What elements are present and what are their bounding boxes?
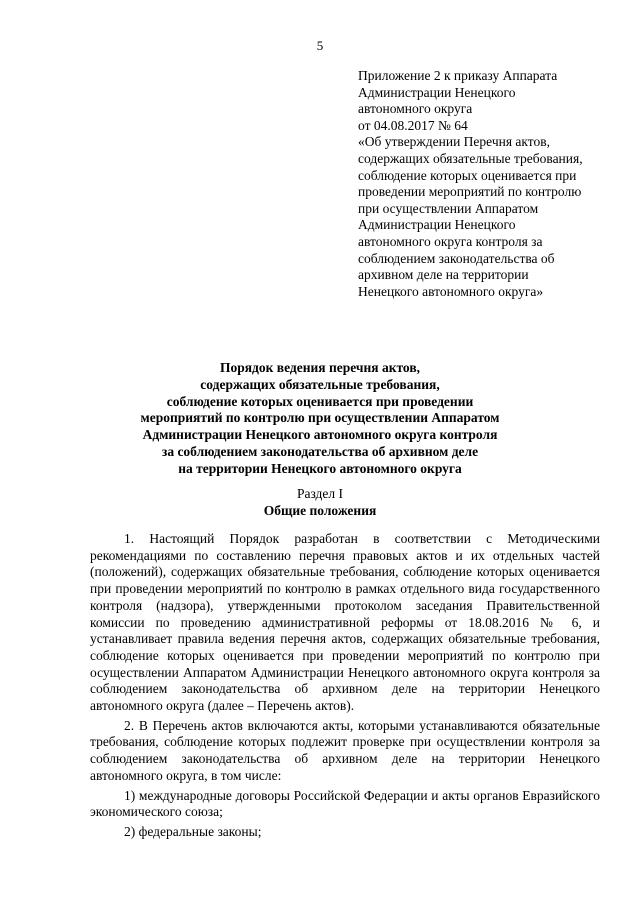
page-number: 5	[316, 38, 324, 53]
appendix-line: Администрации Ненецкого	[358, 84, 516, 100]
title-line: соблюдение которых оценивается при проведении	[166, 393, 474, 409]
title-line: на территории Ненецкого автономного округа	[178, 460, 462, 476]
appendix-line: соблюдение которых оценивается при	[358, 167, 577, 183]
appendix-line: автономного округа контроля за	[358, 233, 543, 249]
paragraph: 2) федеральные законы;	[124, 823, 262, 839]
appendix-line: соблюдением законодательства об	[358, 250, 555, 266]
appendix-line: Администрации Ненецкого	[358, 217, 516, 233]
title-line: за соблюдением законодательства об архивном деле	[161, 443, 479, 459]
appendix-line: проведении мероприятий по контролю	[358, 184, 582, 200]
section-label: Раздел I	[296, 486, 344, 501]
document-title	[60, 360, 580, 478]
appendix-note	[358, 68, 608, 300]
title-line: содержащих обязательные требования,	[200, 376, 440, 392]
section-title: Общие положения	[263, 503, 377, 518]
appendix-line: содержащих обязательные требования,	[358, 150, 583, 166]
title-line: Администрации Ненецкого автономного округа контроля	[142, 427, 498, 443]
appendix-line: архивном деле на территории	[358, 267, 529, 283]
title-line: мероприятий по контролю при осуществлении Аппаратом	[140, 410, 500, 426]
appendix-line: от 04.08.2017 № 64	[358, 117, 468, 133]
document-body	[90, 531, 600, 842]
appendix-line: Ненецкого автономного округа»	[358, 283, 544, 299]
appendix-line: «Об утверждении Перечня актов,	[358, 134, 551, 150]
appendix-line: автономного округа	[358, 101, 473, 117]
appendix-line: при осуществлении Аппаратом	[358, 200, 539, 216]
paragraph: 2. В Перечень актов включаются акты, которыми устанавливаются обязательные требования, соблюдение которых подлежит проверке при осуществлении контроля за соблюдением законодательства об архивном деле на территории Ненецкого автономного округа, в том числе:	[90, 717, 600, 783]
paragraph: 1) международные договоры Российской Федерации и акты органов Евразийского экономического союза;	[90, 787, 600, 820]
appendix-line: Приложение 2 к приказу Аппарата	[358, 68, 558, 83]
title-line: Порядок ведения перечня актов,	[219, 360, 421, 375]
paragraph: 1. Настоящий Порядок разработан в соответствии с Методическими рекомендациями по составлению перечня правовых актов и их отдельных частей (положений), содержащих обязательные требования, соблюдение которых оценивается при проведении мероприятий по контролю в рамках отдельного вида государственного контроля (надзора), утвержденными протоколом заседания Правительственной комиссии по проведению административной реформы от 18.08.2016 № 6, и устанавливает правила ведения перечня актов, содержащих обязательные требования, соблюдение которых оценивается при проведении мероприятий по контролю при осуществлении Аппаратом Администрации Ненецкого автономного округа контроля за соблюдением законодательства об архивном деле на территории Ненецкого автономного округа (далее – Перечень актов).	[90, 531, 600, 714]
